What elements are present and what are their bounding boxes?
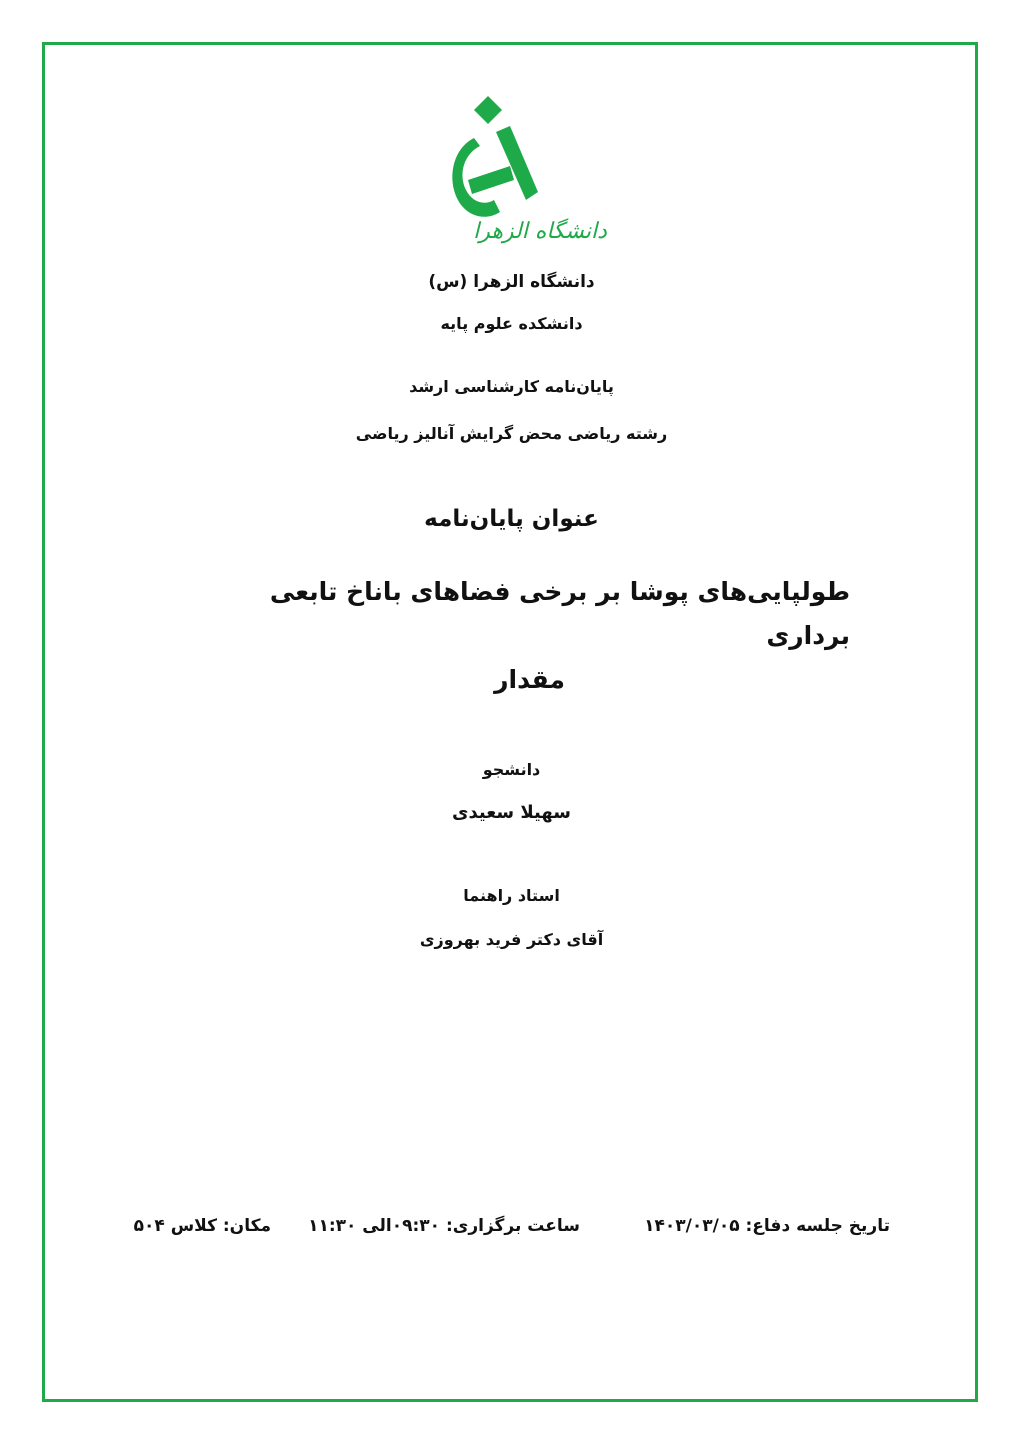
thesis-type: پایان‌نامه کارشناسی ارشد [409,377,614,396]
advisor-label: استاد راهنما [463,886,560,905]
thesis-title-line1: طولپایی‌های پوشا بر برخی فضاهای باناخ تابعی برداری [269,577,850,650]
logo-script-text: دانشگاه الزهرا [473,219,607,244]
thesis-title [215,570,850,702]
university-logo [440,88,640,258]
university-name: دانشگاه الزهرا (س) [428,272,595,292]
faculty-name: دانشکده علوم پایه [440,314,583,333]
advisor-name: آقای دکتر فرید بهروزی [419,930,604,949]
defense-date: تاریخ جلسه دفاع: ۱۴۰۳/۰۳/۰۵ [644,1216,890,1236]
alzahra-university-logo-icon [440,88,640,258]
major-field: رشته ریاضی محض گرایش آنالیز ریاضی [355,424,668,443]
student-name: سهیلا سعیدی [452,802,571,823]
thesis-title-line2: مقدار [494,665,565,694]
thesis-title-heading: عنوان پایان‌نامه [424,506,599,532]
student-label: دانشجو [482,760,541,779]
defense-place: مکان: کلاس ۵۰۴ [133,1216,271,1236]
defense-time: ساعت برگزاری: ۰۹:۳۰الی ۱۱:۳۰ [308,1216,580,1236]
